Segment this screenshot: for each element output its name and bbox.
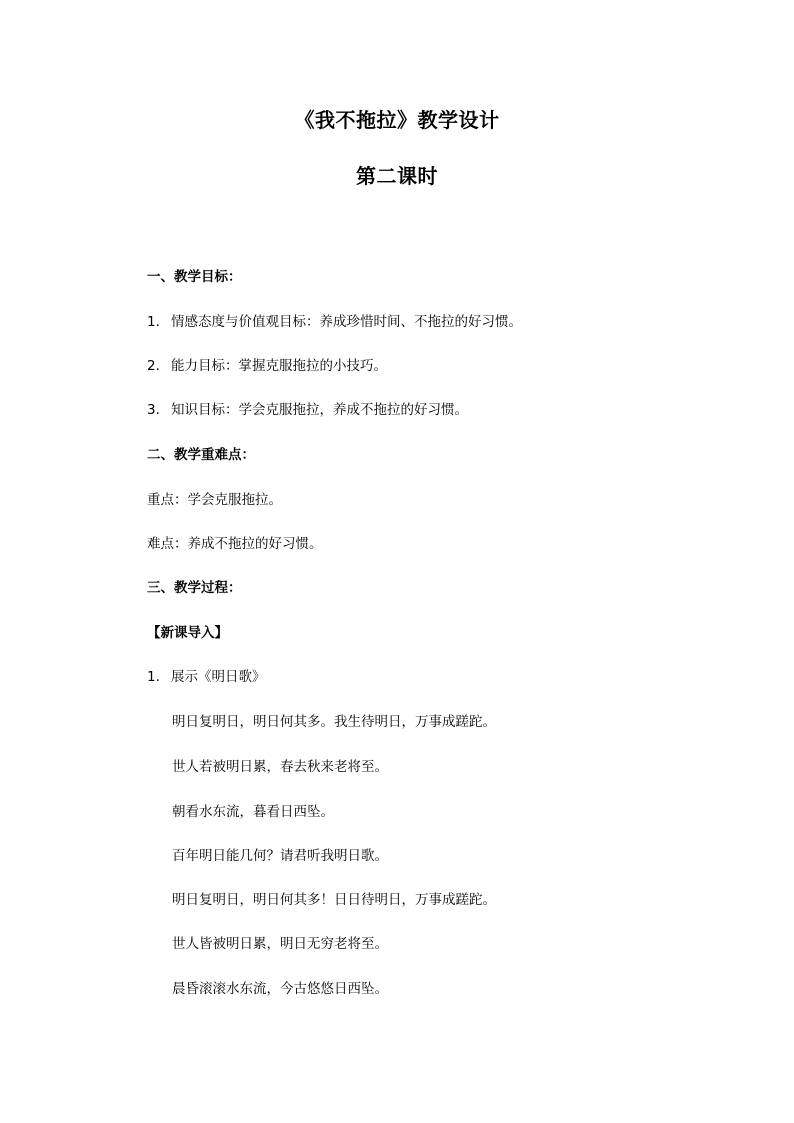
objective-number: 2． <box>147 358 170 374</box>
poem-line: 明日复明日，明日何其多！日日待明日，万事成蹉跎。 <box>172 892 496 908</box>
poem-line: 百年明日能几何？请君听我明日歌。 <box>172 848 388 864</box>
process-heading: 三、教学过程： <box>147 580 242 596</box>
poem-line: 朝看水东流，暮看日西坠。 <box>172 804 334 820</box>
objective-text: 情感态度与价值观目标：养成珍惜时间、不拖拉的好习惯。 <box>171 314 522 330</box>
intro-heading: 【新课导入】 <box>147 625 228 641</box>
difficult-point: 难点：养成不拖拉的好习惯。 <box>147 536 323 552</box>
objective-item <box>147 313 522 331</box>
key-point: 重点：学会克服拖拉。 <box>147 492 282 508</box>
objective-number: 3． <box>147 402 170 418</box>
objective-text: 知识目标：学会克服拖拉，养成不拖拉的好习惯。 <box>171 402 468 418</box>
objectives-heading: 一、教学目标： <box>147 269 242 285</box>
poem-line: 晨昏滚滚水东流，今古悠悠日西坠。 <box>172 981 388 997</box>
poem-line: 明日复明日，明日何其多。我生待明日，万事成蹉跎。 <box>172 714 496 730</box>
objective-number: 1． <box>147 314 170 330</box>
poem-line: 世人皆被明日累，明日无穷老将至。 <box>172 936 388 952</box>
document-subtitle: 第二课时 <box>356 164 438 188</box>
intro-number: 1. <box>147 669 160 685</box>
document-title: 《我不拖拉》教学设计 <box>294 108 500 132</box>
intro-text: 展示《明日歌》 <box>171 669 266 685</box>
objective-item <box>147 401 468 419</box>
objective-item <box>147 357 387 375</box>
intro-item <box>147 668 266 686</box>
keypoints-heading: 二、教学重难点： <box>147 447 255 463</box>
objective-text: 能力目标：掌握克服拖拉的小技巧。 <box>171 358 387 374</box>
poem-line: 世人若被明日累，春去秋来老将至。 <box>172 759 388 775</box>
